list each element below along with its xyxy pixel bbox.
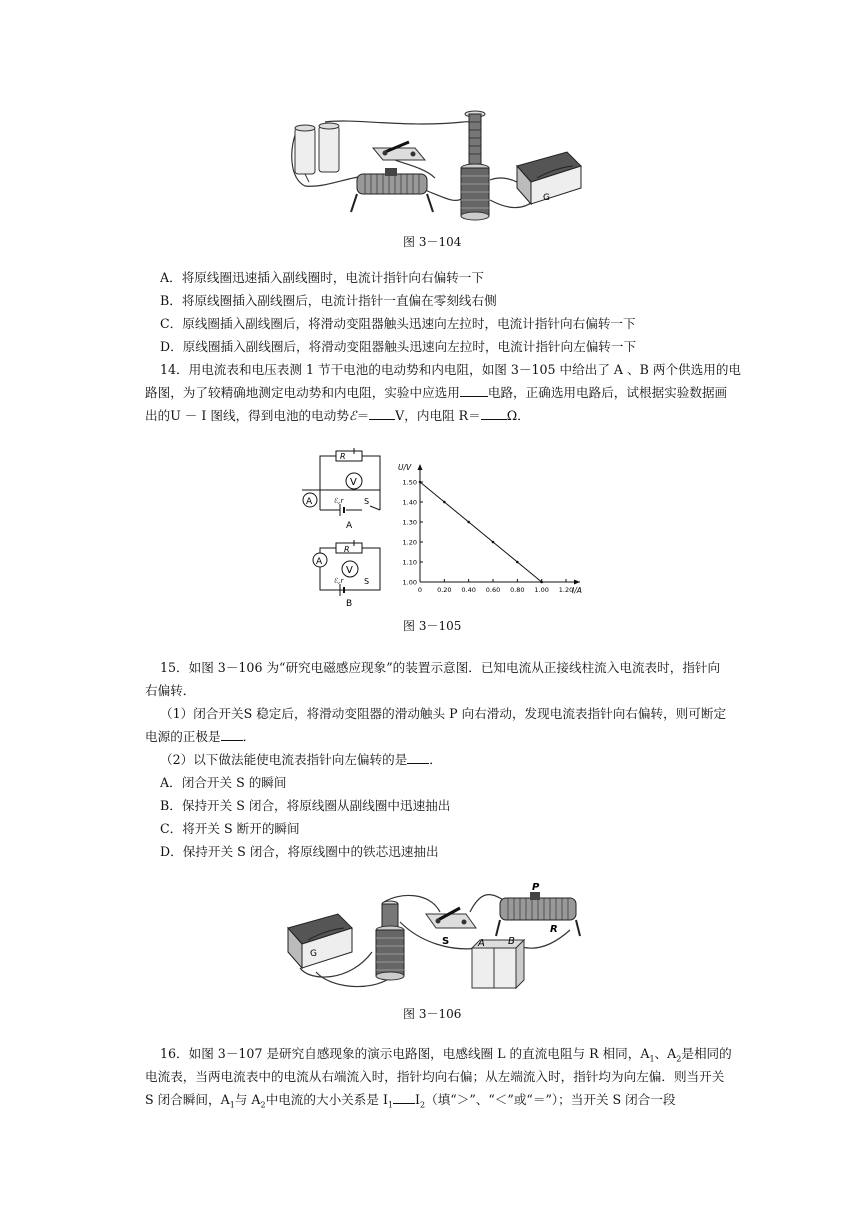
answer-blank	[481, 408, 507, 420]
x-tick-label: 1.20	[558, 586, 574, 594]
slider-label: P	[532, 882, 540, 893]
coil-icon	[376, 901, 404, 980]
y-tick-label: 1.10	[402, 558, 417, 567]
rheostat-icon	[496, 882, 580, 936]
q16-line-1	[160, 1045, 732, 1069]
text: Ω．	[506, 408, 530, 423]
text: 路图，为了较精确地测定电动势和内电阻，实验中应选用	[145, 385, 460, 400]
rheostat-label-a: R	[340, 452, 346, 461]
emf-label-a: ℰ,r	[334, 497, 344, 505]
answer-blank	[369, 408, 395, 420]
option-a: A．将原线圈迅速插入副线圈时，电流计指针向右偏转一下	[160, 270, 484, 285]
label: A	[316, 557, 323, 567]
subscript: 2	[420, 1100, 426, 1110]
q15-option-c: C．将开关 S 断开的瞬间	[160, 821, 300, 836]
emf-symbol: ℰ	[348, 408, 357, 423]
q15-line-1: 15．如图 3－106 为“研究电磁感应现象”的装置示意图．已知电流从正接线柱流入电流表时，指针向	[160, 660, 721, 675]
answer-blank	[393, 1092, 415, 1104]
y-axis-arrow	[418, 464, 423, 470]
text: S 闭合瞬间，A	[145, 1092, 230, 1107]
answer-blank	[460, 385, 488, 397]
switch-icon	[426, 908, 476, 947]
y-tick-label: 1.40	[402, 498, 417, 507]
answer-blank	[221, 729, 243, 741]
text: （2）以下做法能使电流表指针向左偏转的是	[160, 752, 408, 767]
q16-line-2: 电流表，当两电流表中的电流从右端流入时，指针均向右偏；从左端流入时，指针均为向左偏．则当开关	[145, 1069, 725, 1084]
data-point	[516, 561, 519, 564]
data-point	[540, 581, 543, 584]
answer-blank	[407, 752, 429, 764]
text: ．	[242, 729, 256, 744]
option-d: D．原线圈插入副线圈后，将滑动变阻器触头迅速向左拉时，电流计指针向左偏转一下	[160, 339, 637, 354]
x-axis-arrow	[574, 580, 580, 585]
y-axis-label: U/V	[398, 463, 412, 472]
subscript: 2	[260, 1100, 266, 1110]
label: V	[350, 477, 357, 488]
q15-option-d: D．保持开关 S 闭合，将原线圈中的铁芯迅速抽出	[160, 844, 439, 859]
figure-3-104	[285, 108, 585, 226]
data-line	[420, 482, 542, 582]
u-i-chart	[390, 460, 590, 600]
galvanometer-label: G	[543, 193, 550, 203]
text: ．	[429, 752, 442, 767]
primary-coil-icon	[465, 111, 485, 164]
data-point	[419, 481, 422, 484]
x-tick-label: 0	[417, 586, 423, 594]
subscript: 1	[387, 1100, 394, 1110]
y-tick-label: 1.50	[402, 478, 417, 487]
x-tick-label: 0.80	[510, 586, 525, 594]
rheostat-icon	[351, 168, 433, 212]
switch-label: S	[442, 936, 450, 947]
text: 电路，正确选用电路后，试根据实验数据画	[487, 385, 728, 400]
text: 是相同的	[681, 1046, 732, 1061]
q15-part-2	[160, 751, 442, 769]
option-c: C．原线圈插入副线圈后，将滑动变阻器触头迅速向左拉时，电流计指针向右偏转一下	[160, 316, 636, 331]
q15-option-a: A．闭合开关 S 的瞬间	[160, 775, 287, 790]
data-point	[443, 501, 446, 504]
text: （填“＞”、“＜”或“＝”）；当开关 S 闭合一段	[425, 1092, 676, 1107]
q15-part-1-cont	[145, 728, 255, 746]
text: I	[415, 1092, 420, 1107]
switch-label-a: S	[364, 497, 370, 506]
x-tick-label: 1.00	[534, 586, 549, 594]
q15-line-2: 右偏转．	[145, 683, 196, 698]
y-tick-label: 1.00	[402, 578, 417, 587]
data-point	[467, 521, 470, 524]
subscript: 1	[229, 1100, 235, 1110]
x-axis-label: I/A	[572, 586, 582, 595]
text: V，内电阻 R＝	[395, 408, 481, 423]
ammeter-icon-b	[313, 553, 327, 567]
galvanometer-icon	[288, 914, 352, 968]
figure-caption: 图 3－104	[403, 235, 462, 249]
switch-icon	[373, 142, 425, 160]
emf-label-b: ℰ,r	[334, 577, 344, 585]
ammeter-icon-a	[303, 493, 317, 507]
text: 16．如图 3－107 是研究自感现象的演示电路图，电感线圈 L 的直流电阻与 R 相同，A	[160, 1046, 650, 1061]
x-tick-label: 0.60	[485, 586, 501, 594]
y-tick-label: 1.30	[402, 518, 417, 527]
voltmeter-icon-b	[342, 561, 358, 577]
text: ＝	[356, 408, 370, 423]
figure-3-106	[280, 882, 590, 994]
q14-line-1: 14．用电流表和电压表测 1 节干电池的电动势和内电阻，如图 3－105 中给出了 A 、B 两个供选用的电	[160, 362, 742, 377]
q15-part-1: （1）闭合开关S 稳定后，将滑动变阻器的滑动触头 P 向右滑动，发现电流表指针向右偏转，则可断定	[160, 706, 727, 721]
x-tick-label: 0.20	[437, 586, 452, 594]
terminal-a-label: A	[478, 938, 485, 949]
galvanometer-icon	[517, 152, 581, 204]
circuit-a-label: A	[346, 521, 353, 531]
secondary-coil-icon	[461, 164, 489, 220]
text: 、A	[654, 1046, 677, 1061]
y-tick-label: 1.20	[402, 538, 417, 547]
figure-caption: 图 3－105	[403, 619, 462, 633]
battery-icon	[295, 123, 339, 182]
text: 与 A	[234, 1092, 261, 1107]
battery-icon	[472, 936, 524, 988]
text: 中电流的大小关系是 I	[265, 1092, 388, 1107]
q15-option-b: B．保持开关 S 闭合，将原线圈从副线圈中迅速抽出	[160, 798, 451, 813]
subscript: 1	[649, 1054, 655, 1064]
terminal-b-label: B	[508, 936, 515, 947]
x-tick-label: 0.40	[461, 586, 476, 594]
text: 出的U － I 图线，得到电池的电动势	[145, 408, 349, 423]
label: A	[306, 497, 313, 507]
data-point	[492, 541, 495, 544]
label: V	[346, 565, 353, 576]
q14-line-2	[145, 384, 727, 402]
subscript: 2	[676, 1054, 682, 1064]
option-b: B．将原线圈插入副线圈后，电流计指针一直偏在零刻线右侧	[160, 293, 497, 308]
rheostat-label: R	[550, 924, 558, 935]
circuit-b-label: B	[346, 599, 353, 608]
voltmeter-icon-a	[346, 473, 362, 489]
galvanometer-label: G	[310, 949, 317, 959]
rheostat-label-b: R	[344, 545, 350, 554]
q14-line-3	[145, 407, 530, 425]
q16-line-3	[145, 1091, 676, 1115]
figure-caption: 图 3－106	[403, 1007, 462, 1021]
text: 电源的正极是	[145, 729, 221, 744]
switch-label-b: S	[364, 577, 370, 586]
